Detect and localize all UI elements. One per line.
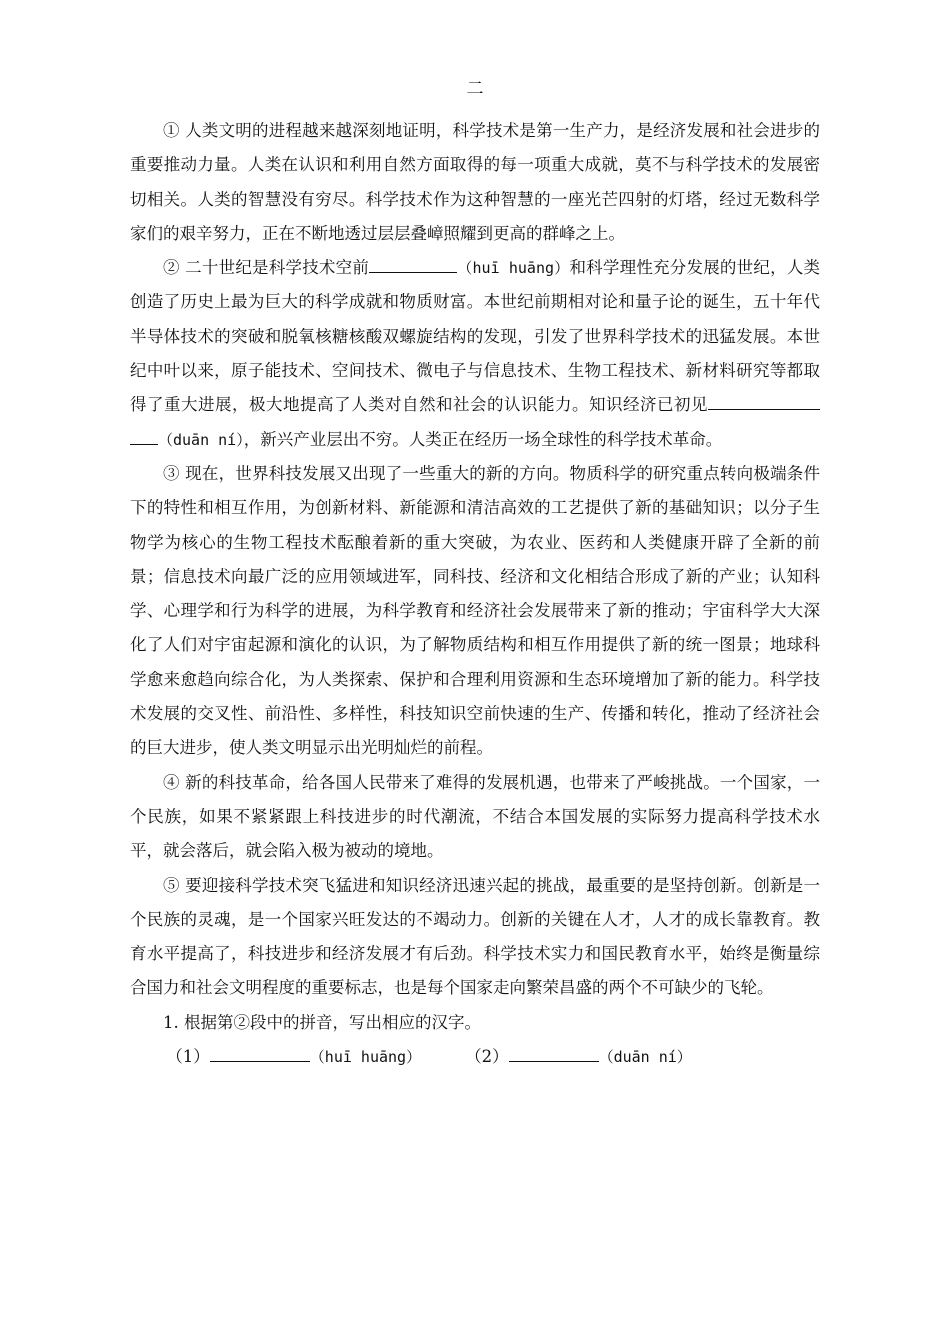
fill-blank-2-continued[interactable] [130, 427, 158, 445]
pinyin-hint-1: （huī huāng） [457, 259, 570, 278]
paragraph-2-part-b: 和科学理性充分发展的世纪，人类创造了历史上最为巨大的科学成就和物质财富。本世纪前期相对论和量子论的诞生，五十年代半导体技术的突破和脱氧核糖核酸双螺旋结构的发现，引发了世界科学技术的迅猛发展。本世纪中叶以来，原子能技术、空间技术、微电子与信息技术、生物工程技术、新材料研究等都取得了重大进展，极大地提高了人类对自然和社会的认识能力。知识经济已初见 [130, 258, 821, 415]
pinyin-hint-2: （duān ní） [158, 430, 244, 449]
answer-1-pinyin: （huī huāng） [309, 1048, 422, 1067]
answer-blank-2[interactable] [509, 1045, 599, 1063]
paragraph-3: ③ 现在，世界科技发展又出现了一些重大的新的方向。物质科学的研究重点转向极端条件下的特性和相互作用，为创新材料、新能源和清洁高效的工艺提供了新的基础知识；以分子生物学为核心的生物工程技术酝酿着新的重大突破，为农业、医药和人类健康开辟了全新的前景；信息技术向最广泛的应用领域进军，同科技、经济和文化相结合形成了新的产业；认知科学、心理学和行为科学的进展，为科学教育和经济社会发展带来了新的推动；宇宙科学大大深化了人们对宇宙起源和演化的认识，为了解物质结构和相互作用提供了新的统一图景；地球科学愈来愈趋向综合化，为人类探索、保护和合理利用资源和生态环境增加了新的能力。科学技术发展的交叉性、前沿性、多样性，科技知识空前快速的生产、传播和转化，推动了经济社会的巨大进步，使人类文明显示出光明灿烂的前程。 [130, 463, 820, 758]
question-1-prompt: 1. 根据第②段中的拼音，写出相应的汉字。 [163, 1012, 481, 1032]
answer-1-label: （1） [166, 1047, 210, 1067]
passage-body [130, 114, 820, 1074]
paragraph-4: ④ 新的科技革命，给各国人民带来了难得的发展机遇，也带来了严峻挑战。一个国家，一个民族，如果不紧紧跟上科技进步的时代潮流，不结合本国发展的实际努力提高科学技术水平，就会落后，就会陷入极为被动的境地。 [130, 772, 820, 861]
fill-blank-2[interactable] [708, 393, 820, 411]
paragraph-5: ⑤ 要迎接科学技术突飞猛进和知识经济迅速兴起的挑战，最重要的是坚持创新。创新是一个民族的灵魂，是一个国家兴旺发达的不竭动力。创新的关键在人才，人才的成长靠教育。教育水平提高了，科技进步和经济发展才有后劲。科学技术实力和国民教育水平，始终是衡量综合国力和社会文明程度的重要标志，也是每个国家走向繁荣昌盛的两个不可缺少的飞轮。 [130, 875, 820, 998]
paragraph-1: ① 人类文明的进程越来越深刻地证明，科学技术是第一生产力，是经济发展和社会进步的重要推动力量。人类在认识和利用自然方面取得的每一项重大成就，莫不与科学技术的发展密切相关。人类的智慧没有穷尽。科学技术作为这种智慧的一座光芒四射的灯塔，经过无数科学家们的艰辛努力，正在不断地透过层层叠嶂照耀到更高的群峰之上。 [130, 121, 820, 243]
section-title: 二 [466, 79, 484, 99]
answer-blank-1[interactable] [210, 1045, 310, 1063]
question-1-answers [130, 1040, 820, 1074]
paragraph-2-part-c: ，新兴产业层出不穷。人类正在经历一场全球性的科学技术革命。 [243, 429, 723, 449]
answer-2-pinyin: （duān ní） [598, 1048, 692, 1067]
paragraph-2 [130, 251, 820, 457]
paragraph-2-part-a: ② 二十世纪是科学技术空前 [163, 258, 370, 278]
fill-blank-1[interactable] [369, 256, 457, 274]
answer-2-label: （2） [465, 1047, 509, 1067]
